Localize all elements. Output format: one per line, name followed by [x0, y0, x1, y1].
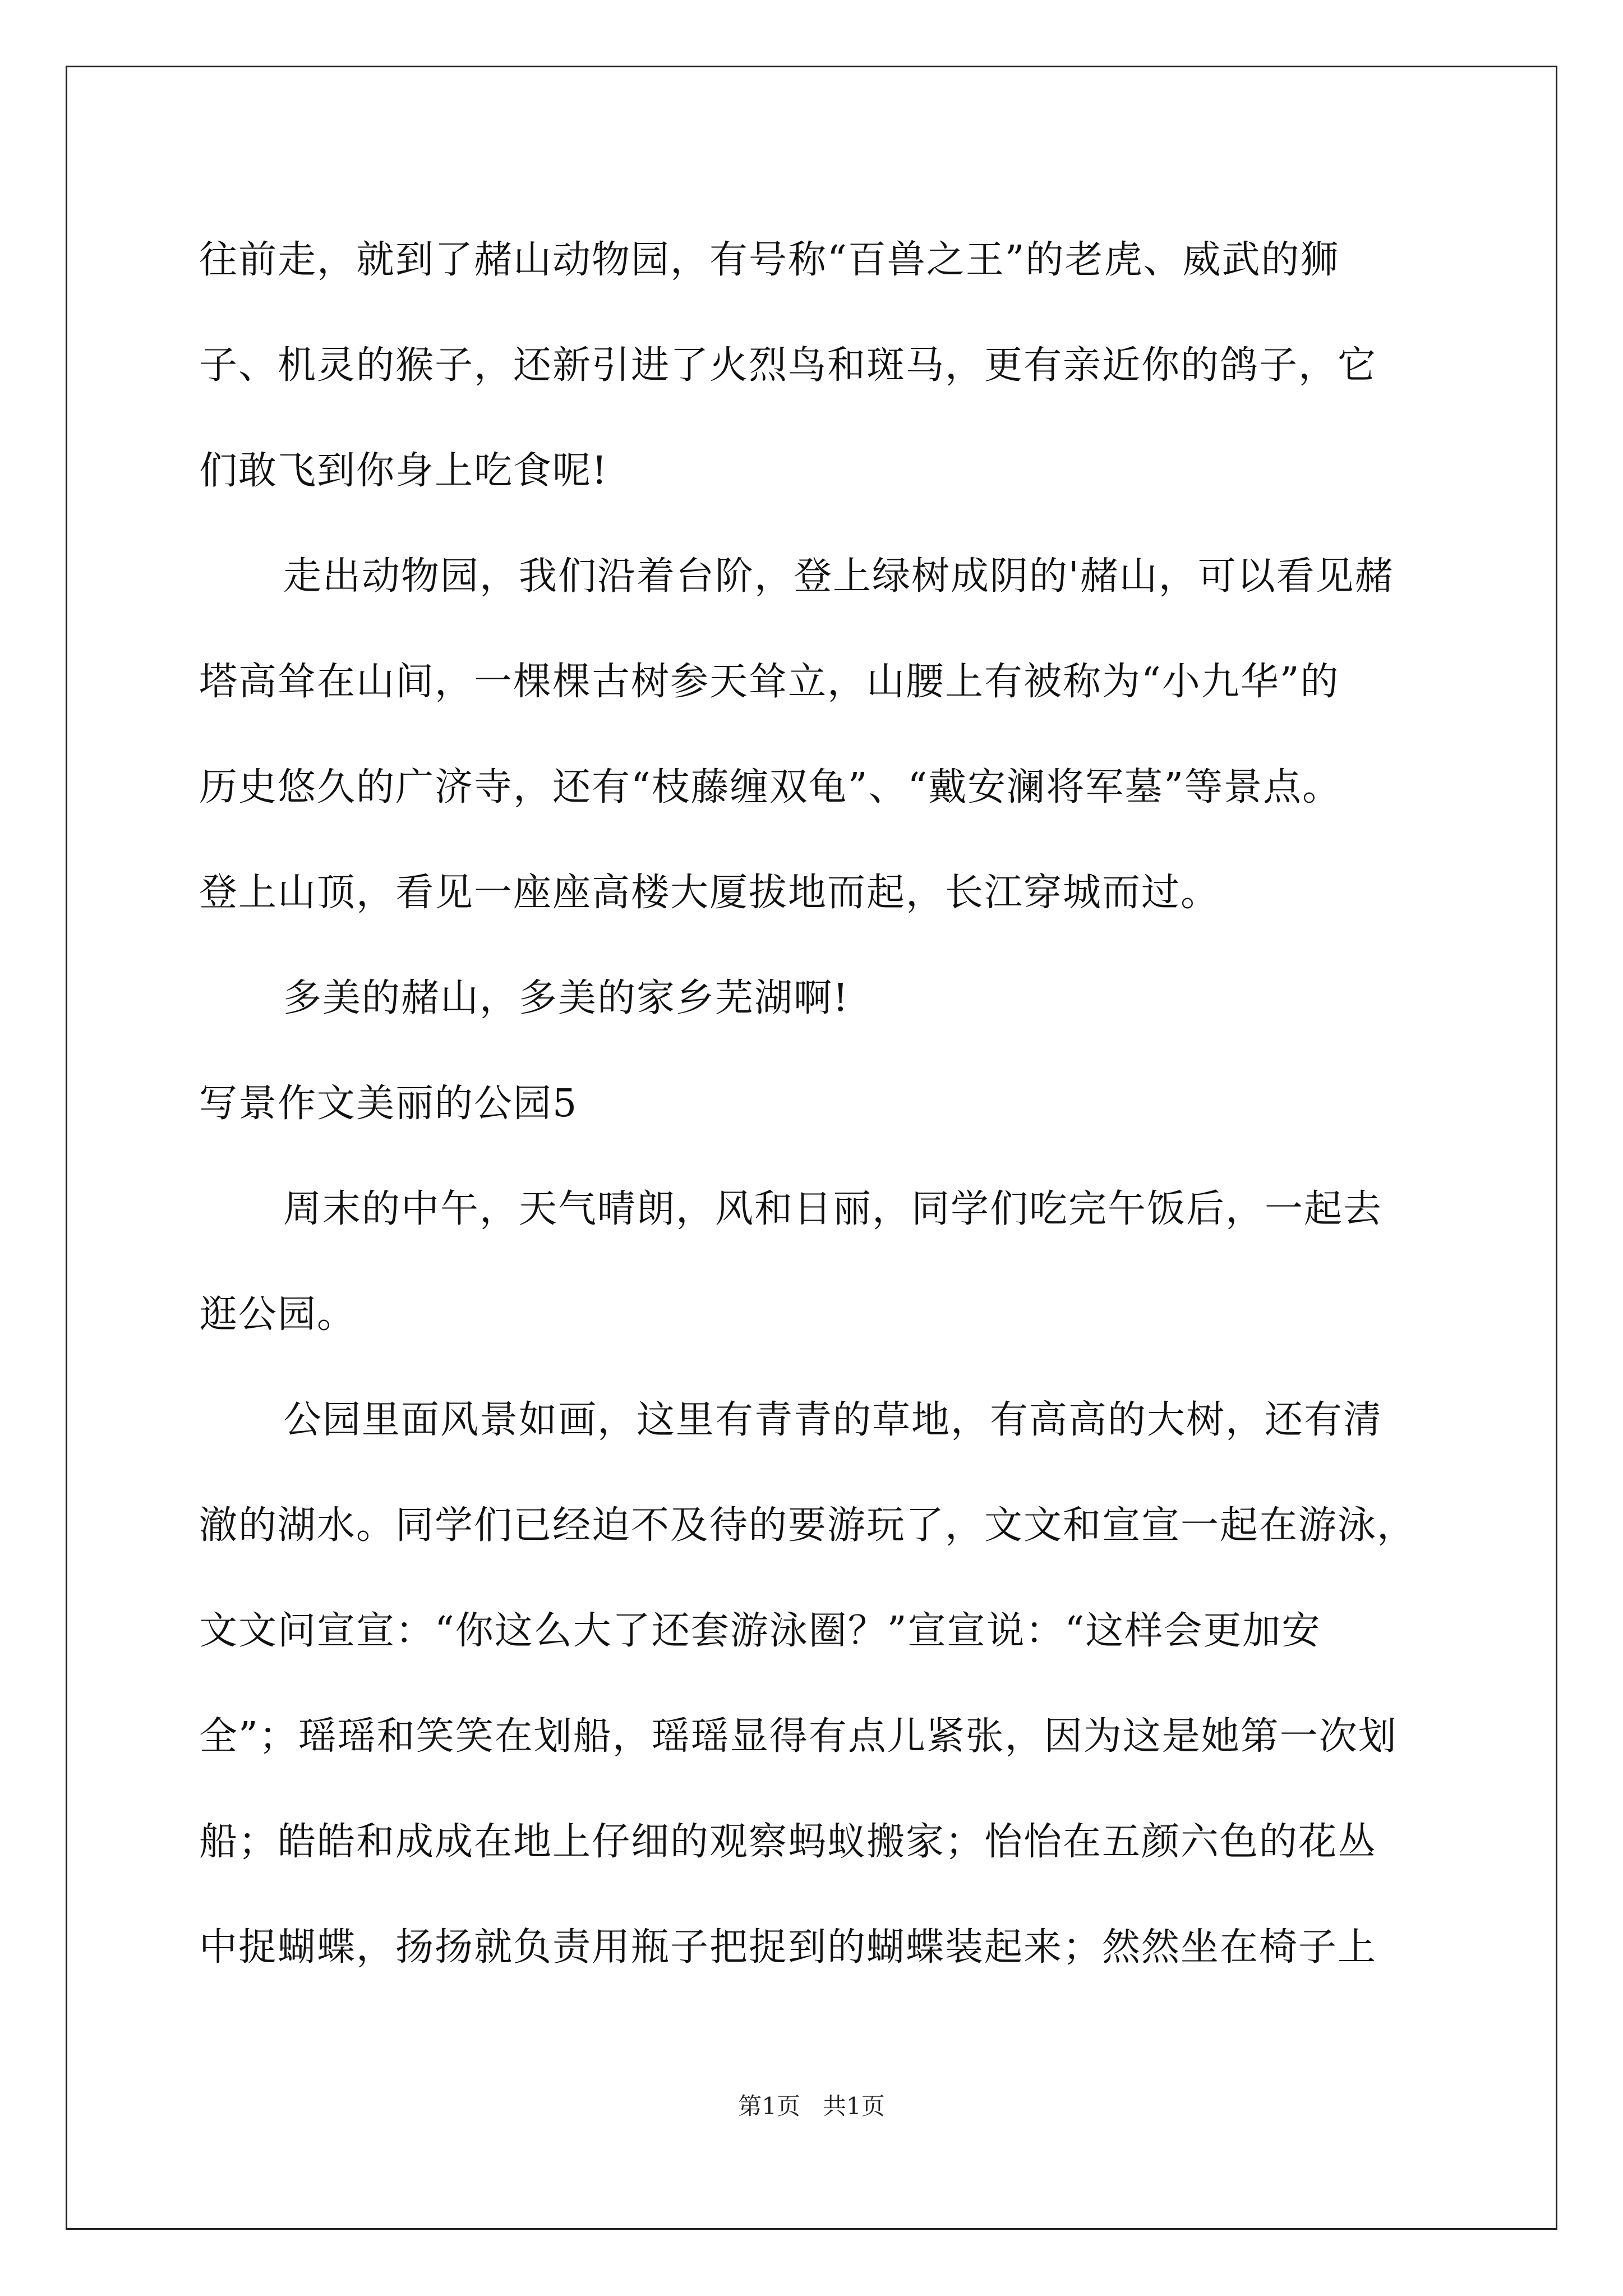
text-line-5: 塔高耸在山间，一棵棵古树参天耸立，山腰上有被称为“小九华”的 [199, 660, 1340, 704]
text-line-4: 走出动物园，我们沿着台阶，登上绿树成阴的'赭山，可以看见赭 [283, 554, 1394, 599]
text-line-14: 文文问宣宣：“你这么大了还套游泳圈？”宣宣说：“这样会更加安 [199, 1609, 1321, 1653]
text-line-11: 逛公园。 [199, 1292, 357, 1337]
text-line-10: 周末的中午，天气晴朗，风和日丽，同学们吃完午饭后，一起去 [283, 1187, 1383, 1231]
text-line-13: 澈的湖水。同学们已经迫不及待的要游玩了，文文和宣宣一起在游泳， [199, 1503, 1417, 1548]
text-line-8: 多美的赭山，多美的家乡芜湖啊! [283, 976, 850, 1020]
text-line-17: 中捉蝴蝶，扬扬就负责用瓶子把捉到的蝴蝶装起来；然然坐在椅子上 [199, 1925, 1377, 1970]
text-line-16: 船；皓皓和成成在地上仔细的观察蚂蚁搬家；怡怡在五颜六色的花丛 [199, 1820, 1377, 1864]
text-line-12: 公园里面风景如画，这里有青青的草地，有高高的大树，还有清 [283, 1398, 1383, 1442]
text-line-15: 全”；瑶瑶和笑笑在划船，瑶瑶显得有点儿紧张，因为这是她第一次划 [199, 1714, 1398, 1759]
section-heading: 写景作文美丽的公园5 [199, 1082, 578, 1126]
text-line-6: 历史悠久的广济寺，还有“枝藤缠双龟”、“戴安澜将军墓”等景点。 [199, 765, 1342, 809]
document-body [199, 208, 1433, 2000]
page-footer: 第1页 共1页 [738, 2092, 885, 2120]
text-line-3: 们敢飞到你身上吃食呢! [199, 449, 608, 493]
text-line-2: 子、机灵的猴子，还新引进了火烈鸟和斑马，更有亲近你的鸽子，它 [199, 343, 1377, 388]
text-line-1: 往前走，就到了赭山动物园，有号称“百兽之王”的老虎、威武的狮 [199, 238, 1340, 282]
text-line-7: 登上山顶，看见一座座高楼大厦拔地而起，长江穿城而过。 [199, 871, 1220, 915]
